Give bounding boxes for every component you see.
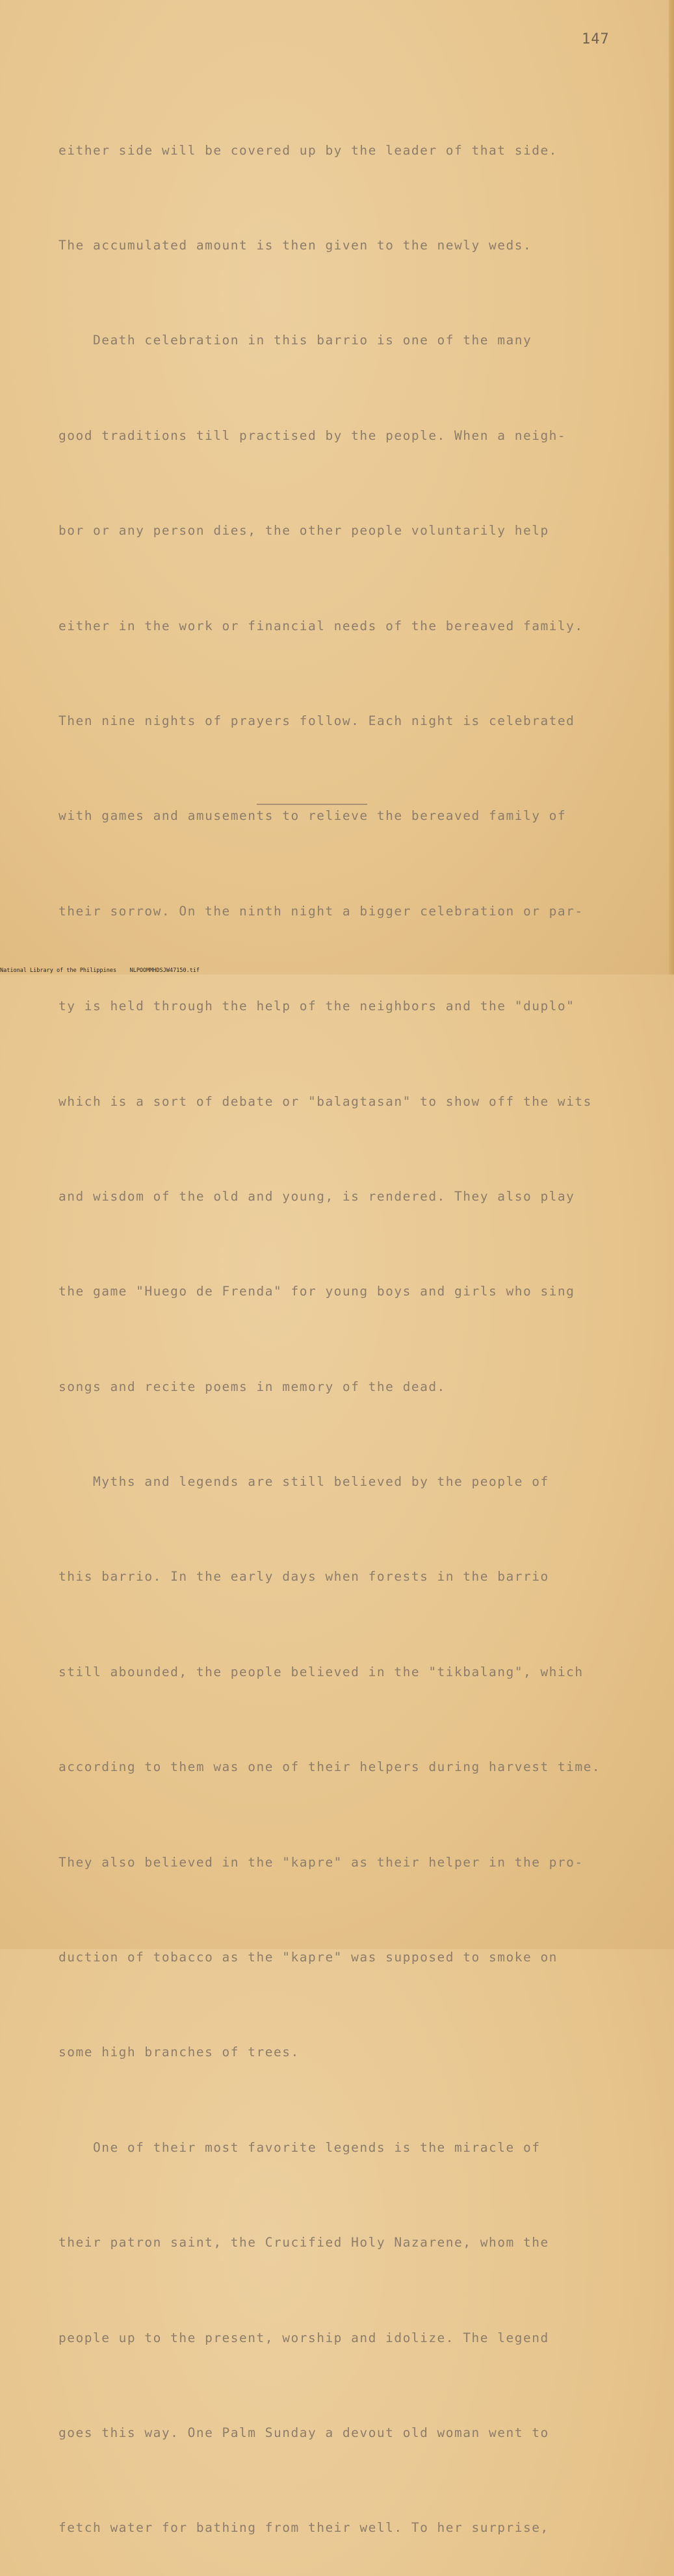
text-line: the game "Huego de Frenda" for young boys and girls who sing [58,1284,575,1299]
page-number: 147 [582,31,610,47]
text-line: and wisdom of the old and young, is rendered. They also play [58,1188,575,1204]
text-line: still abounded, the people believed in the "tikbalang", which [58,1664,584,1679]
text-line: Death celebration in this barrio is one of the many [58,333,532,348]
text-line: One of their most favorite legends is the miracle of [58,2139,541,2155]
text-line: bor or any person dies, the other people voluntarily help [58,523,549,539]
text-line: with games and amusements to relieve the bereaved family of [58,808,567,824]
text-line: some high branches of trees. [58,2045,300,2060]
scan-footer: National Library of the Philippines NLPOOMMHDSJW47150.tif [0,967,200,974]
text-line: either in the work or financial needs of the bereaved family. [58,618,584,633]
text-line: which is a sort of debate or "balagtasan" to show off the wits [58,1093,592,1109]
text-line: goes this way. One Palm Sunday a devout old woman went to [58,2425,549,2440]
handwritten-underline [257,804,367,805]
text-line: their patron saint, the Crucified Holy Nazarene, whom the [58,2235,549,2251]
text-line: songs and recite poems in memory of the dead. [58,1379,446,1394]
text-line: fetch water for bathing from their well. To her surprise, [58,2520,549,2536]
text-line: ty is held through the help of the neighbors and the "duplo" [58,999,575,1014]
text-line: this barrio. In the early days when forests in the barrio [58,1569,549,1585]
text-line: Then nine nights of prayers follow. Each night is celebrated [58,713,575,728]
text-line: duction of tobacco as the "kapre" was supposed to smoke on [58,1950,558,1965]
text-line: The accumulated amount is then given to the newly weds. [58,237,532,253]
page-edge [669,0,674,975]
text-line: good traditions till practised by the people. When a neigh- [58,427,567,443]
text-line: people up to the present, worship and idolize. The legend [58,2330,549,2345]
text-line: They also believed in the "kapre" as their helper in the pro- [58,1854,584,1870]
document-body [58,71,643,2576]
text-line: Myths and legends are still believed by the people of [58,1474,549,1490]
text-line: according to them was one of their helpers during harvest time. [58,1759,601,1775]
text-line: either side will be covered up by the leader of that side. [58,142,558,158]
text-line: their sorrow. On the ninth night a bigger celebration or par- [58,903,584,919]
